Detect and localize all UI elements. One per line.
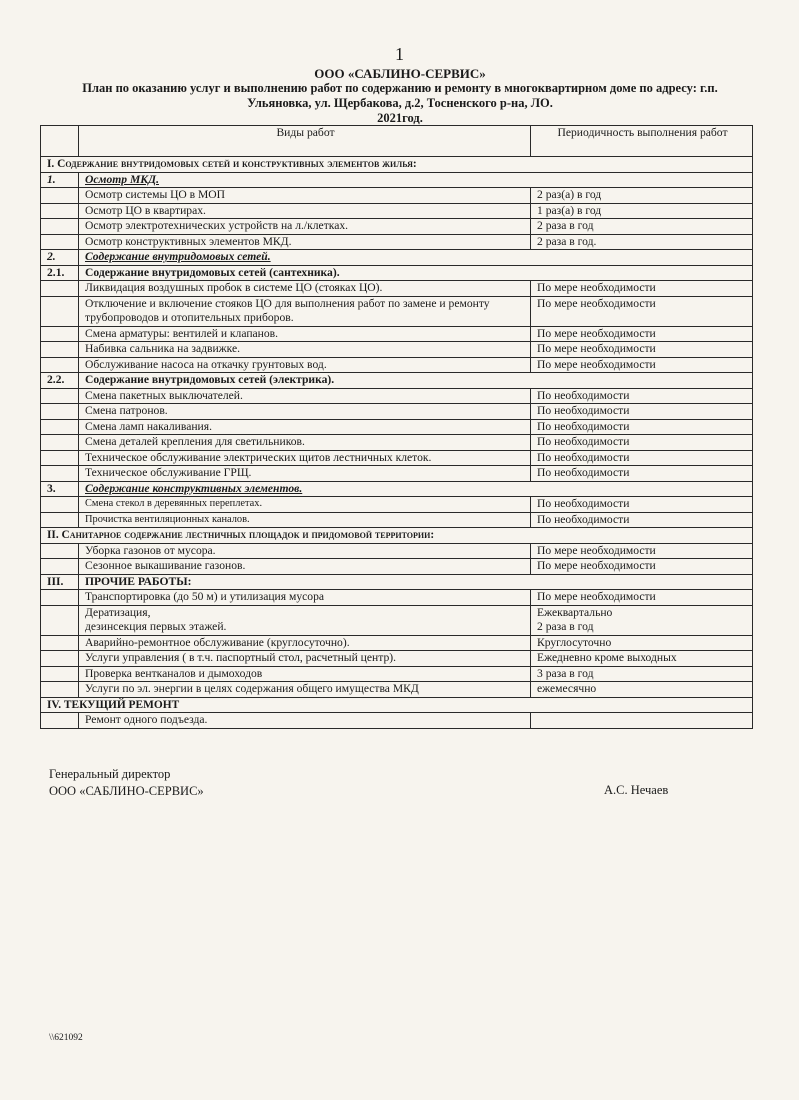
frequency-cell: 3 раза в год — [531, 666, 753, 682]
table-row — [41, 357, 753, 373]
table-row — [41, 388, 753, 404]
signatory-organization: ООО «САБЛИНО-СЕРВИС» — [49, 784, 204, 798]
group-title: Осмотр МКД. — [79, 172, 753, 188]
organization-name: ООО «САБЛИНО-СЕРВИС» — [314, 66, 486, 81]
table-row — [41, 419, 753, 435]
work-cell: Техническое обслуживание ГРЩ. — [79, 466, 531, 482]
group-row — [41, 481, 753, 497]
work-cell: Осмотр конструктивных элементов МКД. — [79, 234, 531, 250]
table-row — [41, 219, 753, 235]
frequency-cell: По мере необходимости — [531, 326, 753, 342]
work-cell: Уборка газонов от мусора. — [79, 543, 531, 559]
work-cell: Отключение и включение стояков ЦО для выполнения работ по замене и ремонту трубопроводов и отопительных приборов. — [79, 296, 531, 326]
work-cell: Услуги управления ( в т.ч. паспортный стол, расчетный центр). — [79, 651, 531, 667]
table-row — [41, 450, 753, 466]
frequency-cell: 2 раза в год. — [531, 234, 753, 250]
work-cell: Смена арматуры: вентилей и клапанов. — [79, 326, 531, 342]
table-row — [41, 543, 753, 559]
signature-block — [49, 766, 204, 800]
frequency-cell: По необходимости — [531, 404, 753, 420]
subgroup-title: Содержание внутридомовых сетей (сантехника). — [79, 265, 753, 281]
frequency-cell — [531, 605, 753, 635]
table-row — [41, 281, 753, 297]
section-row — [41, 574, 753, 590]
group-number: 3. — [41, 481, 79, 497]
table-row — [41, 666, 753, 682]
work-cell: Проверка вентканалов и дымоходов — [79, 666, 531, 682]
frequency-cell: По мере необходимости — [531, 357, 753, 373]
table-row — [41, 559, 753, 575]
title-line-2: Ульяновка, ул. Щербакова, д.2, Тосненского р-на, ЛО. — [247, 96, 553, 110]
page-number: 1 — [395, 44, 404, 64]
subgroup-row — [41, 373, 753, 389]
frequency-cell: По мере необходимости — [531, 543, 753, 559]
work-cell: Осмотр системы ЦО в МОП — [79, 188, 531, 204]
subgroup-number: 2.1. — [41, 265, 79, 281]
work-line: Дератизация, — [85, 605, 151, 619]
frequency-cell: По мере необходимости — [531, 590, 753, 606]
section-title: IV. ТЕКУЩИЙ РЕМОНТ — [41, 697, 753, 713]
frequency-cell: По необходимости — [531, 450, 753, 466]
work-cell: Ликвидация воздушных пробок в системе ЦО (стояках ЦО). — [79, 281, 531, 297]
work-cell: Смена стекол в деревянных переплетах. — [79, 497, 531, 513]
table-row — [41, 713, 753, 729]
table-row — [41, 342, 753, 358]
frequency-line: Ежеквартально — [537, 605, 613, 619]
table-row — [41, 651, 753, 667]
table-row — [41, 435, 753, 451]
table-row — [41, 203, 753, 219]
work-cell: Прочистка вентиляционных каналов. — [79, 512, 531, 528]
section-title: II. Санитарное содержание лестничных площадок и придомовой территории: — [47, 529, 435, 541]
subgroup-number: 2.2. — [41, 373, 79, 389]
table-row — [41, 605, 753, 635]
table-row — [41, 326, 753, 342]
group-number: 2. — [41, 250, 79, 266]
work-cell: Смена деталей крепления для светильников. — [79, 435, 531, 451]
subgroup-row — [41, 265, 753, 281]
frequency-cell: По необходимости — [531, 388, 753, 404]
group-row — [41, 172, 753, 188]
work-cell: Транспортировка (до 50 м) и утилизация мусора — [79, 590, 531, 606]
section-row — [41, 528, 753, 544]
work-cell — [79, 605, 531, 635]
frequency-cell: 2 раз(а) в год — [531, 188, 753, 204]
table-row — [41, 466, 753, 482]
table-row — [41, 682, 753, 698]
frequency-cell — [531, 713, 753, 729]
table-row — [41, 590, 753, 606]
section-title: ПРОЧИЕ РАБОТЫ: — [79, 574, 753, 590]
signatory-name: А.С. Нечаев — [604, 783, 669, 797]
work-line: дезинсекция первых этажей. — [85, 619, 227, 633]
table-row — [41, 296, 753, 326]
header-work-cell: Виды работ — [79, 126, 531, 157]
frequency-cell: По необходимости — [531, 497, 753, 513]
work-cell: Смена патронов. — [79, 404, 531, 420]
table-row — [41, 497, 753, 513]
frequency-cell: По мере необходимости — [531, 296, 753, 326]
table-row — [41, 635, 753, 651]
header-num-cell — [41, 126, 79, 157]
work-cell: Аварийно-ремонтное обслуживание (круглосуточно). — [79, 635, 531, 651]
frequency-cell: По мере необходимости — [531, 559, 753, 575]
plan-year: 2021год. — [377, 111, 423, 125]
section-row — [41, 697, 753, 713]
frequency-cell: 1 раз(а) в год — [531, 203, 753, 219]
frequency-cell: По необходимости — [531, 435, 753, 451]
work-cell: Обслуживание насоса на откачку грунтовых вод. — [79, 357, 531, 373]
frequency-cell: По мере необходимости — [531, 281, 753, 297]
subgroup-title: Содержание внутридомовых сетей (электрика). — [79, 373, 753, 389]
work-cell: Смена пакетных выключателей. — [79, 388, 531, 404]
work-cell: Техническое обслуживание электрических щитов лестничных клеток. — [79, 450, 531, 466]
frequency-cell: Ежедневно кроме выходных — [531, 651, 753, 667]
group-number: 1. — [41, 172, 79, 188]
work-cell: Сезонное выкашивание газонов. — [79, 559, 531, 575]
document-code: \\621092 — [49, 1033, 83, 1043]
group-title: Содержание внутридомовых сетей. — [79, 250, 753, 266]
work-cell: Услуги по эл. энергии в целях содержания общего имущества МКД — [79, 682, 531, 698]
frequency-cell: По необходимости — [531, 512, 753, 528]
works-table — [40, 125, 753, 729]
work-cell: Осмотр ЦО в квартирах. — [79, 203, 531, 219]
header-frequency-cell: Периодичность выполнения работ — [531, 126, 753, 157]
section-title: I. Содержание внутридомовых сетей и конструктивных элементов жилья: — [47, 158, 417, 170]
table-row — [41, 234, 753, 250]
group-title: Содержание конструктивных элементов. — [79, 481, 753, 497]
work-cell: Набивка сальника на задвижке. — [79, 342, 531, 358]
frequency-cell: Круглосуточно — [531, 635, 753, 651]
work-cell: Осмотр электротехнических устройств на л./клетках. — [79, 219, 531, 235]
table-header-row — [41, 126, 753, 157]
frequency-line: 2 раза в год — [537, 619, 594, 633]
frequency-cell: 2 раза в год — [531, 219, 753, 235]
frequency-cell: По необходимости — [531, 419, 753, 435]
section-number: III. — [41, 574, 79, 590]
work-cell: Ремонт одного подъезда. — [79, 713, 531, 729]
frequency-cell: По необходимости — [531, 466, 753, 482]
frequency-cell: По мере необходимости — [531, 342, 753, 358]
section-row — [41, 157, 753, 173]
title-line-1: План по оказанию услуг и выполнению работ по содержанию и ремонту в многоквартирном доме по адресу: г.п. — [82, 81, 718, 95]
signatory-position: Генеральный директор — [49, 767, 171, 781]
group-row — [41, 250, 753, 266]
frequency-cell: ежемесячно — [531, 682, 753, 698]
table-row — [41, 404, 753, 420]
work-cell: Смена ламп накаливания. — [79, 419, 531, 435]
document-header — [80, 66, 720, 126]
table-row — [41, 188, 753, 204]
table-row — [41, 512, 753, 528]
